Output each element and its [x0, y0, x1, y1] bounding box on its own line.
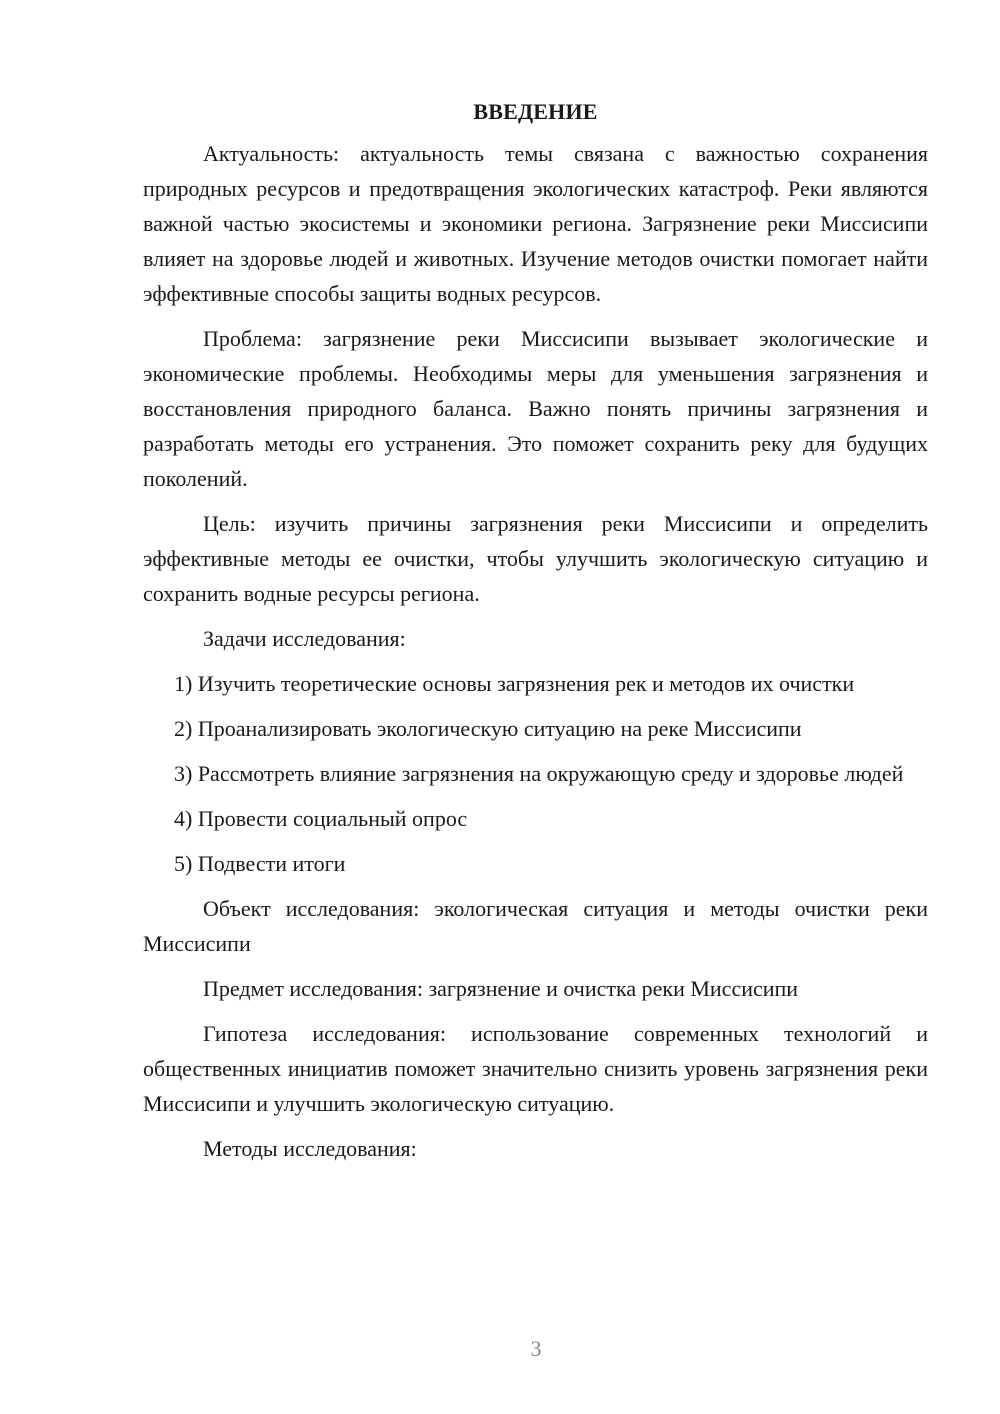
page-number: 3 — [530, 1336, 542, 1361]
task-item: 2) Проанализировать экологическую ситуацию на реке Миссисипи — [174, 716, 802, 741]
task-item: 4) Провести социальный опрос — [174, 806, 468, 831]
subject-paragraph: Предмет исследования: загрязнение и очистка реки Миссисипи — [203, 976, 799, 1001]
task-item: 3) Рассмотреть влияние загрязнения на окружающую среду и здоровье людей — [174, 761, 904, 786]
goal-paragraph: Цель: изучить причины загрязнения реки Миссисипи и определить эффективные методы ее очистки, чтобы улучшить экологическую ситуацию и сохранить водные ресурсы региона. — [143, 511, 928, 606]
section-heading: ВВЕДЕНИЕ — [473, 99, 598, 124]
hypothesis-paragraph: Гипотеза исследования: использование современных технологий и общественных инициатив поможет значительно снизить уровень загрязнения реки Миссисипи и улучшить экологическую ситуацию. — [143, 1021, 928, 1116]
task-item: 1) Изучить теоретические основы загрязнения рек и методов их очистки — [174, 671, 855, 696]
methods-paragraph: Методы исследования: — [203, 1136, 417, 1161]
page-body — [143, 96, 928, 1166]
relevance-paragraph: Актуальность: актуальность темы связана с важностью сохранения природных ресурсов и предотвращения экологических катастроф. Реки являются важной частью экосистемы и экономики региона. Загрязнение реки Миссисипи влияет на здоровье людей и животных. Изучение методов очистки помогает найти эффективные способы защиты водных ресурсов. — [143, 141, 928, 306]
object-paragraph: Объект исследования: экологическая ситуация и методы очистки реки Миссисипи — [143, 896, 928, 956]
problem-paragraph: Проблема: загрязнение реки Миссисипи вызывает экологические и экономические проблемы. Необходимы меры для уменьшения загрязнения и восстановления природного баланса. Важно понять причины загрязнения и разработать методы его устранения. Это поможет сохранить реку для будущих поколений. — [143, 326, 928, 491]
task-item: 5) Подвести итоги — [174, 851, 346, 876]
tasks-title: Задачи исследования: — [203, 626, 406, 651]
